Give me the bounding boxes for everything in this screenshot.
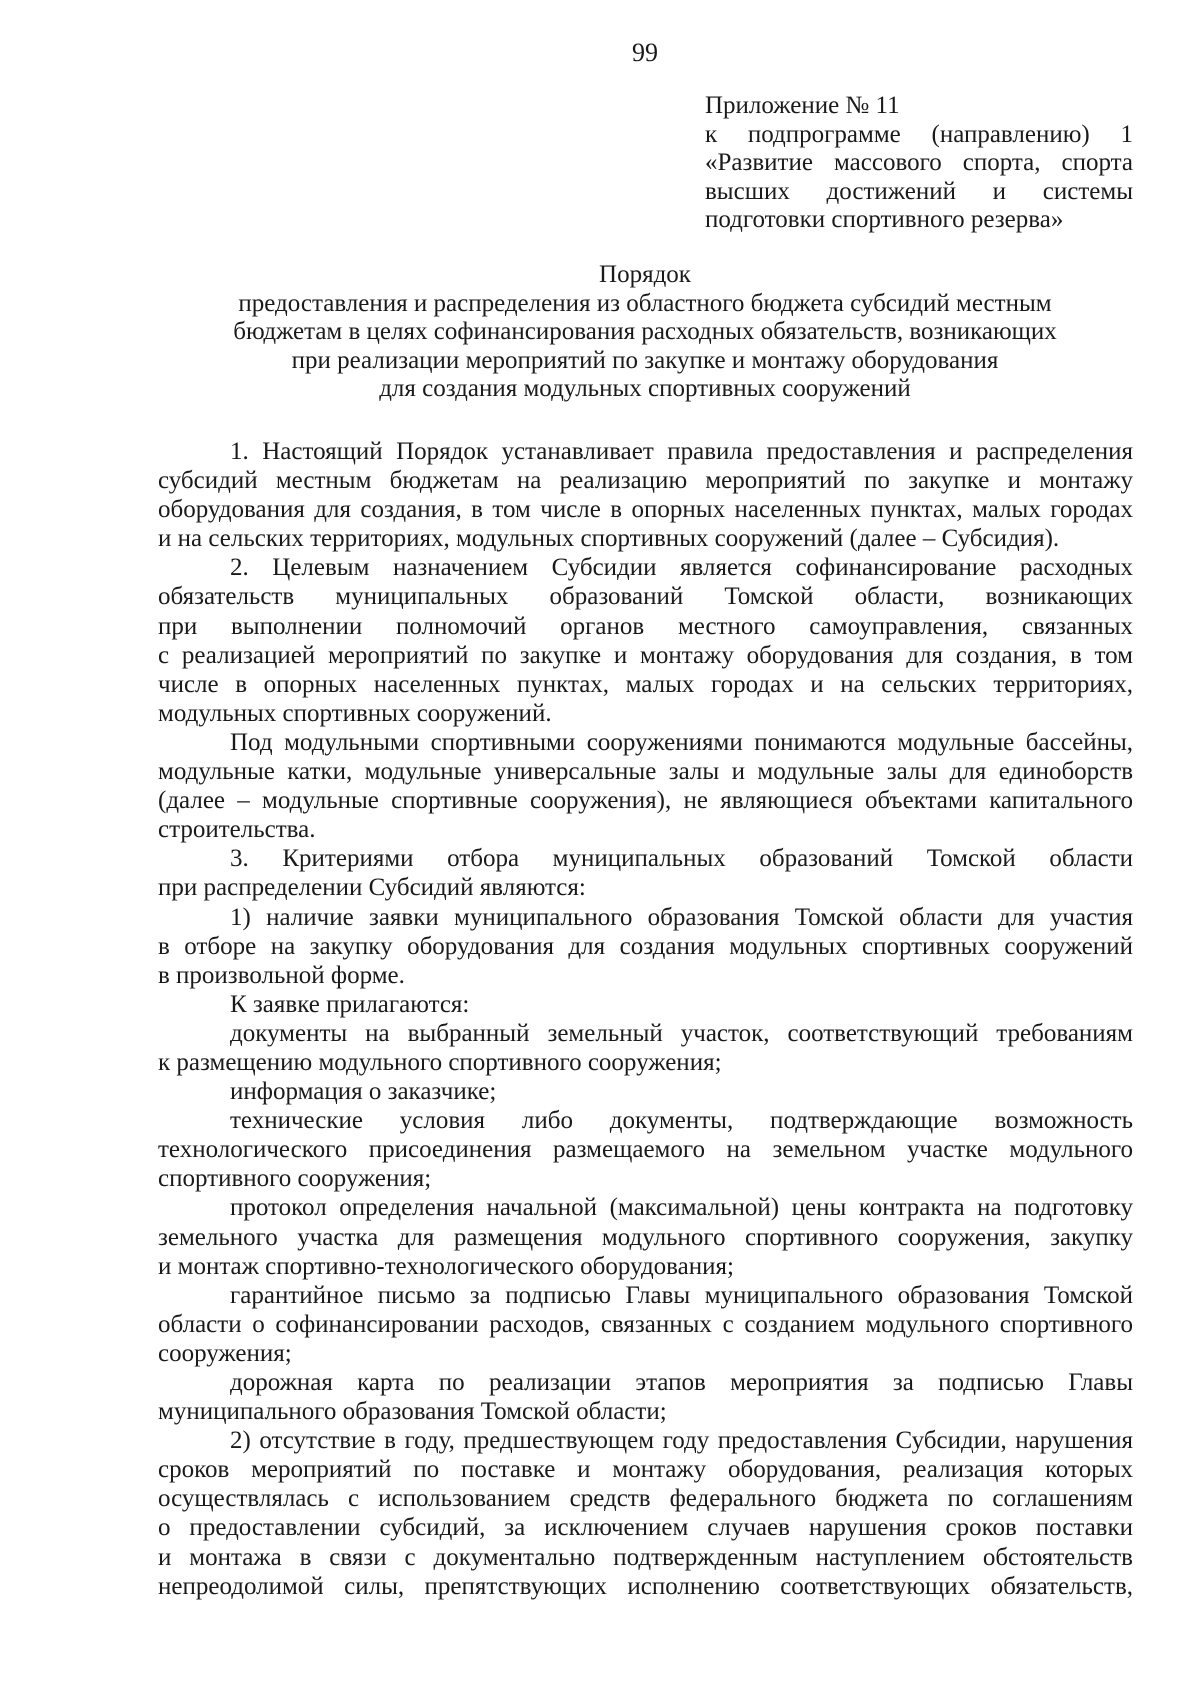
body-line: 3. Критериями отбора муниципальных образований Томской области	[230, 845, 1133, 873]
body-line: информация о заказчике;	[230, 1078, 497, 1106]
title-line: предоставления и распределения из областного бюджета субсидий местным	[238, 289, 1052, 317]
body-line: модульные катки, модульные универсальные залы и модульные залы для единоборств	[158, 758, 1133, 786]
page-number: 99	[632, 38, 658, 67]
body-line: при выполнении полномочий органов местного самоуправления, связанных	[158, 612, 1133, 640]
body-line: области о софинансировании расходов, связанных с созданием модульного спортивного	[158, 1310, 1133, 1338]
body-line: документы на выбранный земельный участок, соответствующий требованиям	[230, 1019, 1133, 1047]
body-line: протокол определения начальной (максимальной) цены контракта на подготовку	[230, 1194, 1133, 1222]
body-line: в произвольной форме.	[158, 961, 405, 989]
body-line: непреодолимой силы, препятствующих исполнению соответствующих обязательств,	[158, 1572, 1133, 1600]
body-line: Под модульными спортивными сооружениями понимаются модульные бассейны,	[230, 728, 1133, 756]
body-line: обязательств муниципальных образований Томской области, возникающих	[158, 583, 1133, 611]
body-line: субсидий местным бюджетам на реализацию мероприятий по закупке и монтажу	[158, 467, 1133, 495]
body-line: 1. Настоящий Порядок устанавливает правила предоставления и распределения	[230, 438, 1133, 465]
body-line: дорожная карта по реализации этапов мероприятия за подписью Главы	[230, 1369, 1133, 1396]
body-line: (далее – модульные спортивные сооружения), не являющиеся объектами капитального	[158, 787, 1133, 815]
body-line: технические условия либо документы, подтверждающие возможность	[230, 1107, 1133, 1135]
body-line: осуществлялась с использованием средств федерального бюджета по соглашениям	[158, 1485, 1133, 1513]
document-body	[158, 437, 1133, 1601]
document-title	[150, 261, 1140, 404]
body-line: сроков мероприятий по поставке и монтажу оборудования, реализация которых	[158, 1456, 1133, 1484]
title-line: для создания модульных спортивных сооружений	[379, 375, 911, 402]
body-line: 2) отсутствие в году, предшествующем году предоставления Субсидии, нарушения	[230, 1427, 1133, 1455]
body-line: модульных спортивных сооружений.	[158, 699, 552, 727]
appendix-line: высших достижений и системы	[705, 177, 1133, 205]
title-line: бюджетам в целях софинансирования расходных обязательств, возникающих	[233, 318, 1057, 345]
body-line: технологического присоединения размещаемого на земельном участке модульного	[158, 1136, 1133, 1164]
body-line: и монтажа в связи с документально подтвержденным наступлением обстоятельств	[158, 1543, 1133, 1571]
body-line: К заявке прилагаются:	[230, 990, 470, 1018]
title-heading: Порядок	[599, 261, 691, 288]
body-line: земельного участка для размещения модульного спортивного сооружения, закупку	[158, 1223, 1133, 1251]
body-line: строительства.	[158, 816, 316, 844]
body-line: в отборе на закупку оборудования для создания модульных спортивных сооружений	[158, 932, 1133, 960]
appendix-line: подготовки спортивного резерва»	[705, 206, 1064, 233]
body-line: к размещению модульного спортивного сооружения;	[158, 1048, 722, 1076]
appendix-line: Приложение № 11	[705, 92, 900, 119]
body-line: муниципального образования Томской области;	[158, 1398, 667, 1426]
appendix-header	[705, 92, 1133, 235]
appendix-line: к подпрограмме (направлению) 1	[705, 120, 1133, 148]
body-line: сооружения;	[158, 1339, 292, 1367]
body-line: 2. Целевым назначением Субсидии является софинансирование расходных	[230, 554, 1133, 582]
body-line: и монтаж спортивно-технологического оборудования;	[158, 1252, 734, 1280]
body-line: спортивного сооружения;	[158, 1165, 432, 1193]
body-line: о предоставлении субсидий, за исключением случаев нарушения сроков поставки	[158, 1514, 1133, 1542]
body-line: 1) наличие заявки муниципального образования Томской области для участия	[230, 903, 1133, 931]
body-line: числе в опорных населенных пунктах, малых городах и на сельских территориях,	[158, 670, 1133, 698]
body-line: при распределении Субсидий являются:	[158, 874, 586, 902]
body-line: гарантийное письмо за подписью Главы муниципального образования Томской	[230, 1281, 1133, 1309]
appendix-line: «Развитие массового спорта, спорта	[705, 149, 1133, 176]
title-line: при реализации мероприятий по закупке и монтажу оборудования	[291, 346, 999, 374]
body-line: и на сельских территориях, модульных спортивных сооружений (далее – Субсидия).	[158, 525, 1060, 553]
body-line: с реализацией мероприятий по закупке и монтажу оборудования для создания, в том	[158, 641, 1133, 669]
body-line: оборудования для создания, в том числе в опорных населенных пунктах, малых городах	[158, 496, 1133, 524]
